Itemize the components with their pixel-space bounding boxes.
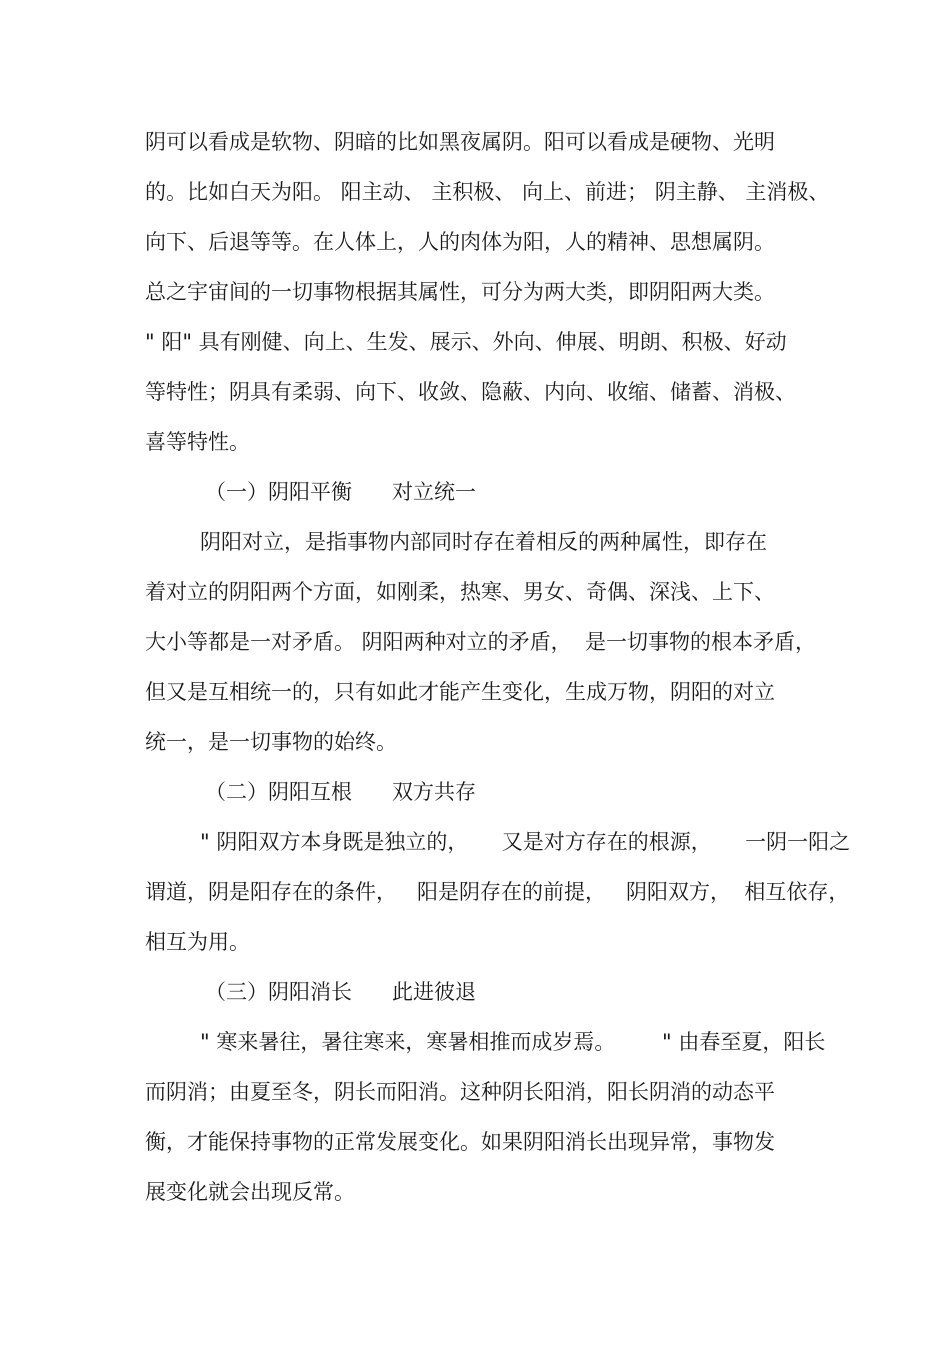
body-line-19: " 寒来暑往，暑往寒来，寒暑相推而成岁焉。 " 由春至夏，阳长: [200, 1030, 826, 1054]
body-line-11: 大小等都是一对矛盾。 阴阳两种对立的矛盾， 是一切事物的根本矛盾，: [145, 630, 817, 654]
body-line-3: 向下、后退等等。在人体上，人的肉体为阳，人的精神、思想属阴。: [145, 230, 775, 254]
body-line-17: 相互为用。: [145, 930, 250, 954]
body-line-6: 等特性；阴具有柔弱、向下、收敛、隐蔽、内向、收缩、储蓄、消极、: [145, 380, 796, 404]
body-line-15: " 阴阳双方本身既是独立的， 又是对方存在的根源， 一阴一阳之: [200, 830, 851, 854]
section-heading-2: （二）阴阳互根 双方共存: [205, 780, 477, 804]
body-line-10: 着对立的阴阳两个方面，如刚柔，热寒、男女、奇偶、深浅、上下、: [145, 580, 775, 604]
section-heading-3: （三）阴阳消长 此进彼退: [205, 980, 477, 1004]
body-line-1: 阴可以看成是软物、阴暗的比如黑夜属阴。阳可以看成是硬物、光明: [145, 130, 775, 154]
body-line-5: " 阳" 具有刚健、向上、生发、展示、外向、伸展、明朗、积极、好动: [145, 330, 787, 354]
body-line-20: 而阴消；由夏至冬，阴长而阳消。这种阴长阳消，阳长阴消的动态平: [145, 1080, 775, 1104]
body-line-4: 总之宇宙间的一切事物根据其属性，可分为两大类，即阴阳两大类。: [145, 280, 775, 304]
body-line-12: 但又是互相统一的，只有如此才能产生变化，生成万物，阴阳的对立: [145, 680, 775, 704]
body-line-7: 喜等特性。: [145, 430, 250, 454]
body-line-2: 的。比如白天为阳。 阳主动、 主积极、 向上、前进； 阴主静、 主消极、: [145, 180, 830, 204]
section-heading-1: （一）阴阳平衡 对立统一: [205, 480, 477, 504]
body-line-21: 衡，才能保持事物的正常发展变化。如果阴阳消长出现异常，事物发: [145, 1130, 775, 1154]
body-line-9: 阴阳对立，是指事物内部同时存在着相反的两种属性，即存在: [200, 530, 767, 554]
body-line-22: 展变化就会出现反常。: [145, 1180, 355, 1204]
body-line-13: 统一，是一切事物的始终。: [145, 730, 397, 754]
body-line-16: 谓道，阴是阳存在的条件， 阳是阴存在的前提， 阴阳双方， 相互依存，: [145, 880, 850, 904]
